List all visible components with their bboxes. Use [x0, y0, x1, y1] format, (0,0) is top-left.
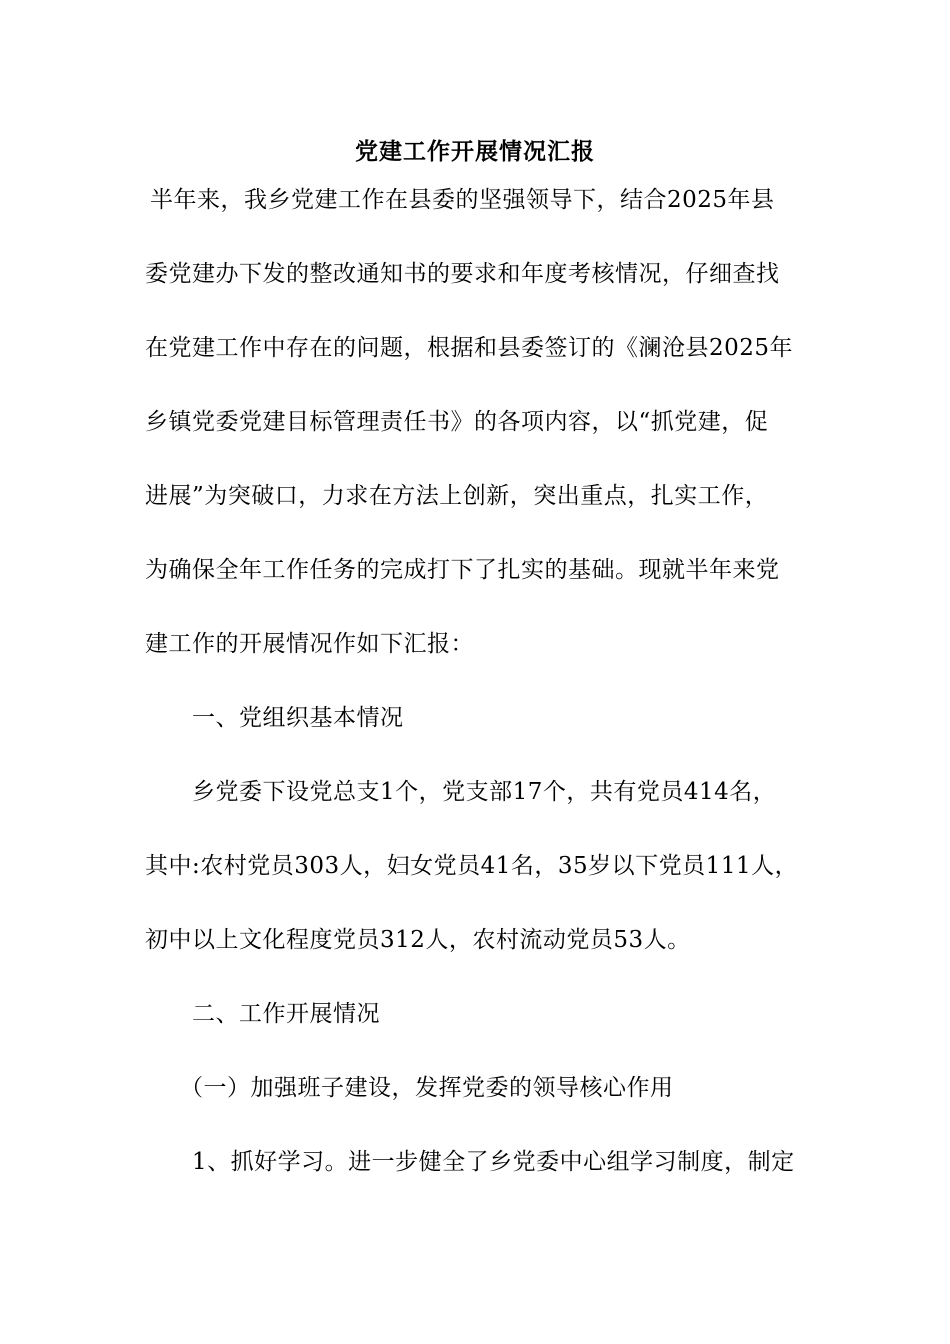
paragraph-line: 其中:农村党员303人，妇女党员41名，35岁以下党员111人， — [145, 853, 799, 879]
paragraph-line: 进展”为突破口，力求在方法上创新，突出重点，扎实工作， — [145, 483, 769, 509]
paragraph-line: 为确保全年工作任务的完成打下了扎实的基础。现就半年来党 — [145, 557, 780, 583]
paragraph-line: 在党建工作中存在的问题，根据和县委签订的《澜沧县2025年 — [145, 335, 794, 361]
paragraph-line: 半年来，我乡党建工作在县委的坚强领导下，结合2025年县 — [150, 187, 775, 213]
subsection-heading: （一）加强班子建设，发挥党委的领导核心作用 — [180, 1075, 674, 1101]
paragraph-line: 乡镇党委党建目标管理责任书》的各项内容，以“抓党建，促 — [145, 409, 769, 435]
paragraph-line: 乡党委下设党总支1个，党支部17个，共有党员414名， — [192, 779, 777, 805]
paragraph-line: 1、抓好学习。进一步健全了乡党委中心组学习制度，制定 — [192, 1149, 795, 1175]
paragraph-line: 建工作的开展情况作如下汇报： — [145, 631, 474, 657]
paragraph-line: 委党建办下发的整改通知书的要求和年度考核情况，仔细查找 — [145, 261, 780, 287]
section-heading: 二、工作开展情况 — [192, 1001, 380, 1027]
document-title: 党建工作开展情况汇报 — [355, 138, 595, 165]
paragraph-line: 初中以上文化程度党员312人，农村流动党员53人。 — [145, 927, 691, 953]
section-heading: 一、党组织基本情况 — [192, 705, 404, 731]
